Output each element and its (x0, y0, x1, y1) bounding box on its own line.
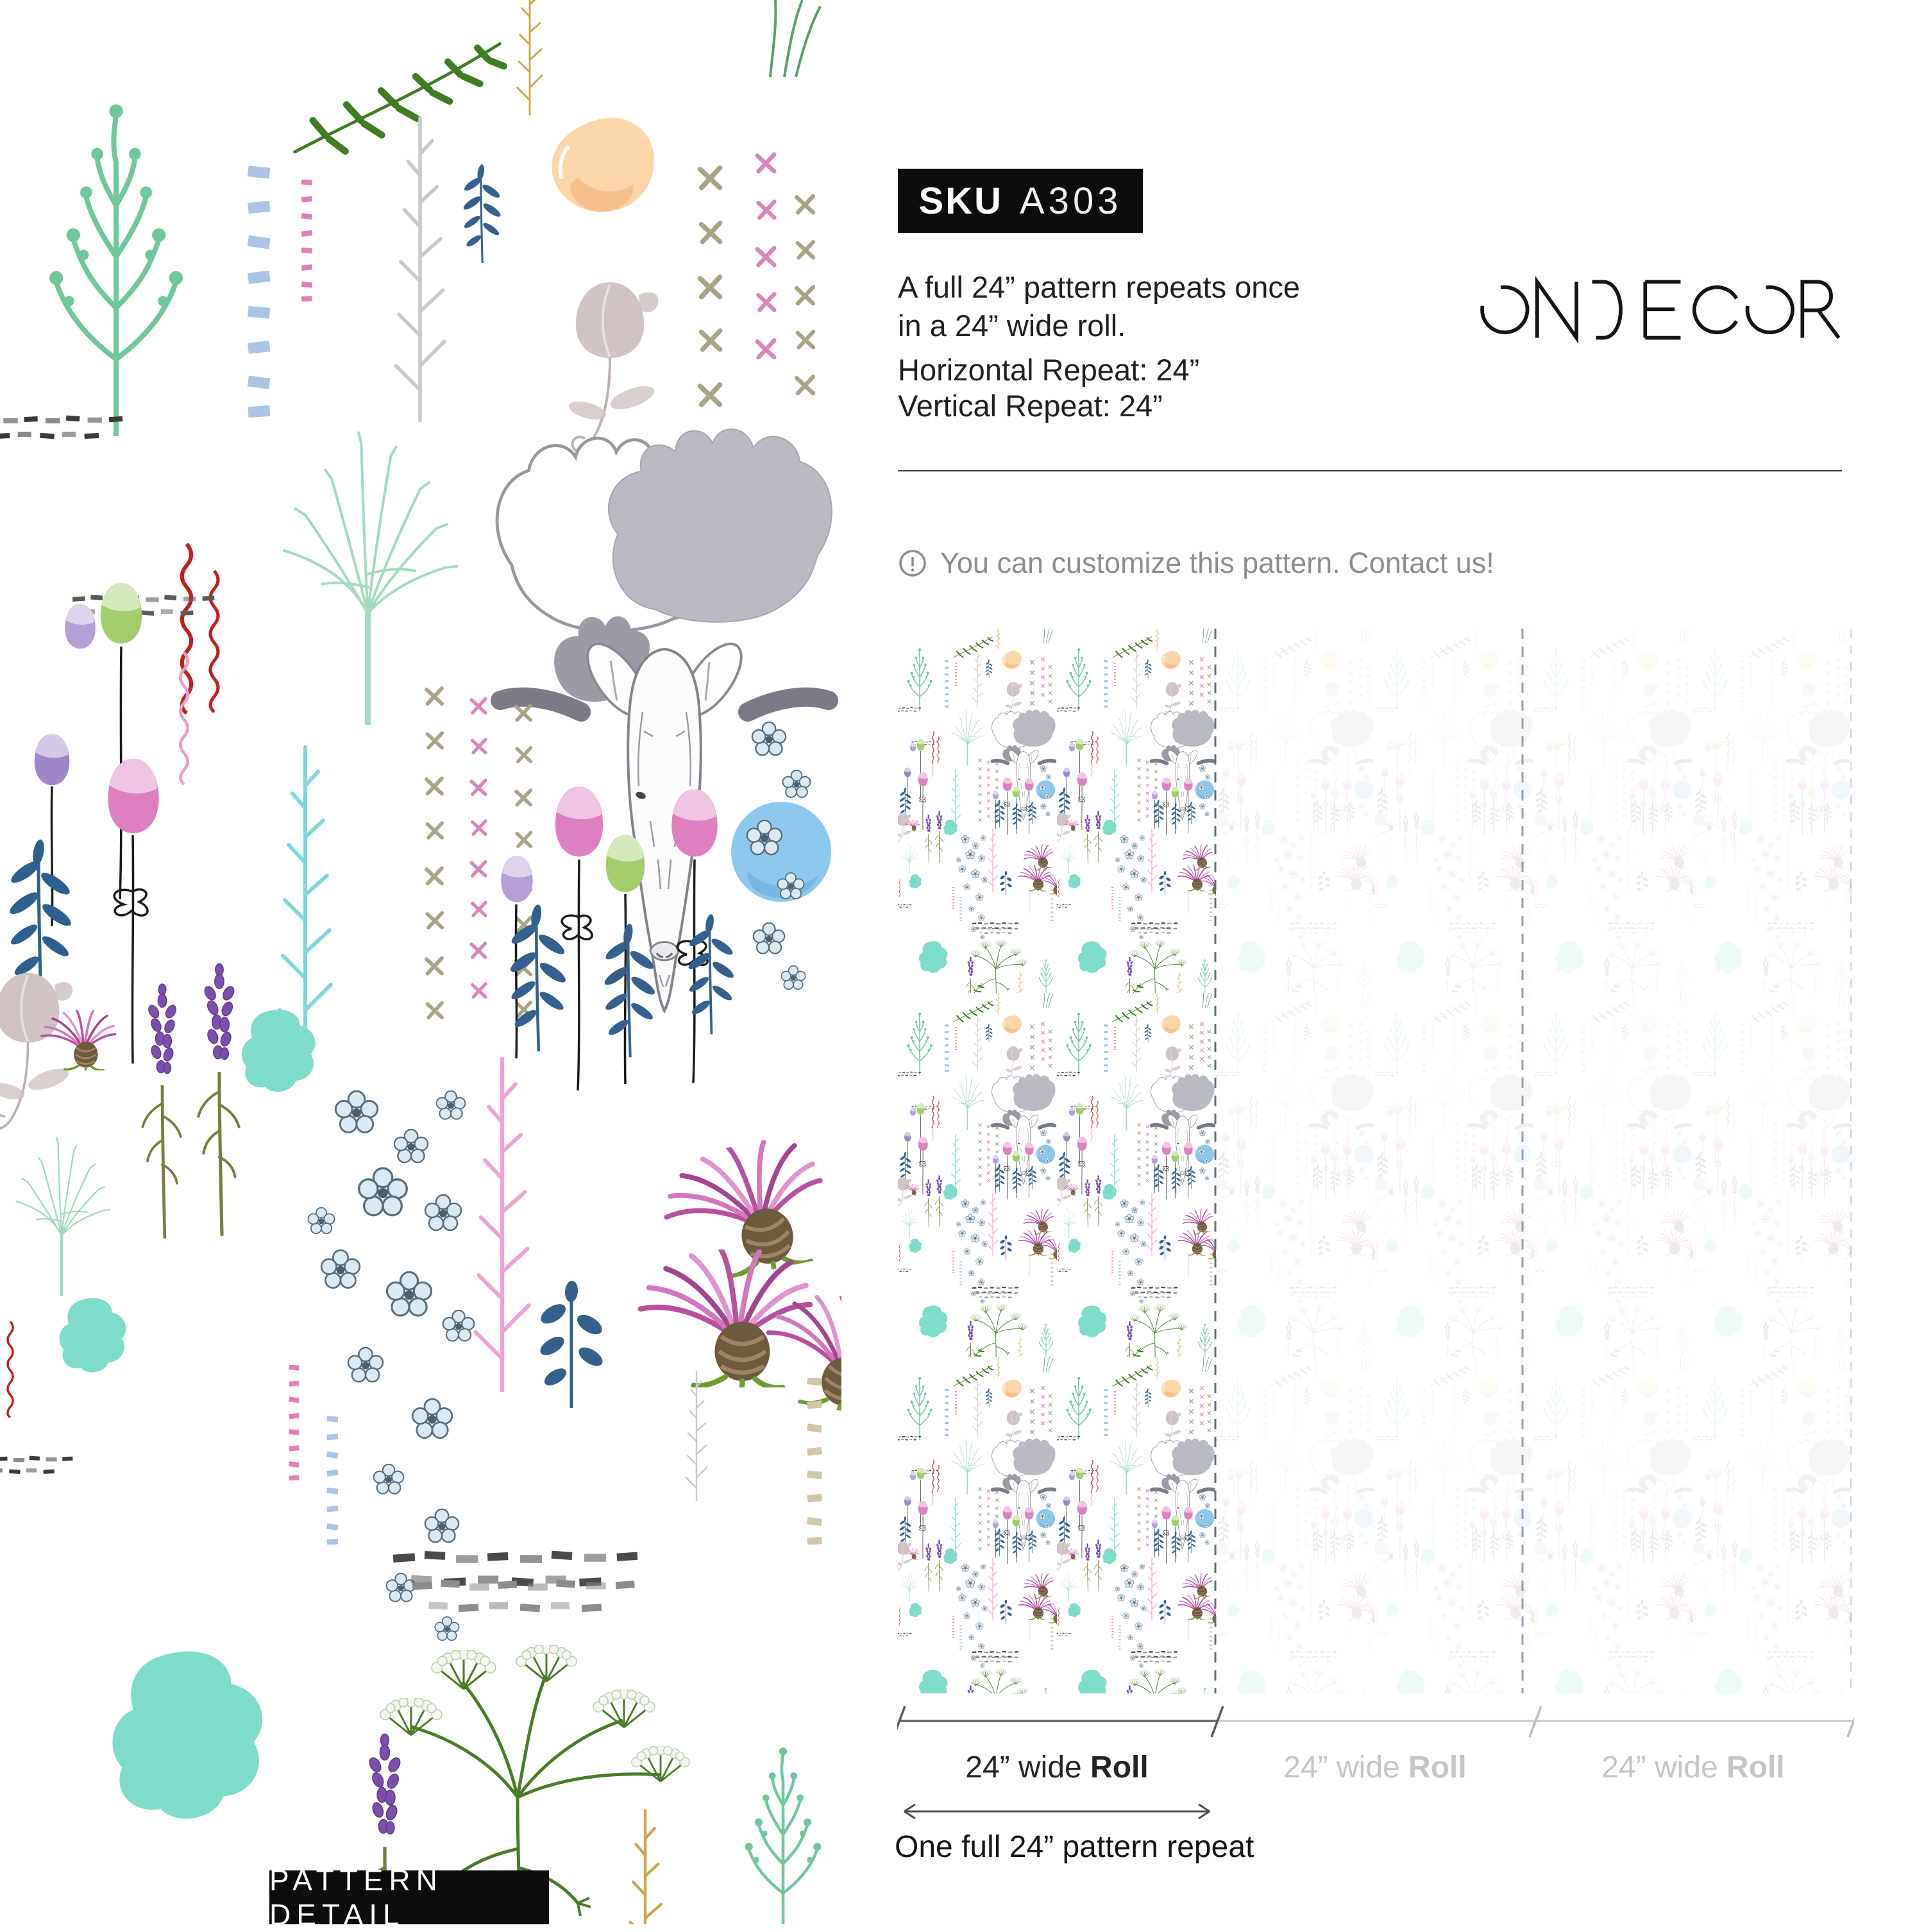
divider-rule (898, 470, 1842, 471)
brand-logo (1480, 269, 1853, 350)
roll-repeat-diagram (898, 629, 1852, 1693)
vertical-repeat-value: 24” (1118, 389, 1163, 423)
roll-1-pattern (898, 629, 1216, 1693)
repeat-description (898, 268, 1385, 345)
roll-label-3 (1534, 1750, 1852, 1785)
roll-label-2 (1216, 1750, 1534, 1785)
roll-label-3-prefix: 24” wide (1601, 1750, 1727, 1784)
repeat-caption: One full 24” pattern repeat (895, 1830, 1254, 1864)
pattern-artwork (0, 0, 841, 1924)
info-icon (898, 548, 927, 578)
horizontal-repeat-label: Horizontal Repeat: (898, 353, 1148, 387)
roll-label-3-bold: Roll (1726, 1750, 1785, 1784)
faded-rolls-pattern (1216, 629, 1852, 1693)
roll-label-1-prefix: 24” wide (965, 1750, 1091, 1784)
width-ruler (897, 1701, 1854, 1741)
vertical-repeat-row (898, 388, 1385, 424)
repeat-extent-arrow (898, 1795, 1216, 1828)
repeat-specs (898, 352, 1385, 424)
repeat-description-line2: in a 24” wide roll. (898, 309, 1126, 343)
sku-badge (898, 169, 1143, 233)
customize-note-text: You can customize this pattern. Contact us! (940, 547, 1494, 579)
roll-label-1 (898, 1750, 1216, 1785)
horizontal-repeat-value: 24” (1156, 353, 1200, 387)
customize-note (898, 547, 1494, 580)
pattern-detail-label (269, 1863, 549, 1931)
repeat-description-line1: A full 24” pattern repeats once (898, 270, 1301, 304)
horizontal-repeat-row (898, 352, 1385, 388)
roll-label-2-bold: Roll (1408, 1750, 1467, 1784)
roll-label-2-prefix: 24” wide (1283, 1750, 1409, 1784)
pattern-detail-label-text: PATTERN DETAIL (269, 1863, 443, 1931)
pattern-detail-image (0, 0, 841, 1924)
sku-value: A303 (1020, 180, 1122, 222)
vertical-repeat-label: Vertical Repeat: (898, 389, 1111, 423)
sku-label: SKU (918, 180, 1003, 222)
roll-label-1-bold: Roll (1090, 1750, 1149, 1784)
